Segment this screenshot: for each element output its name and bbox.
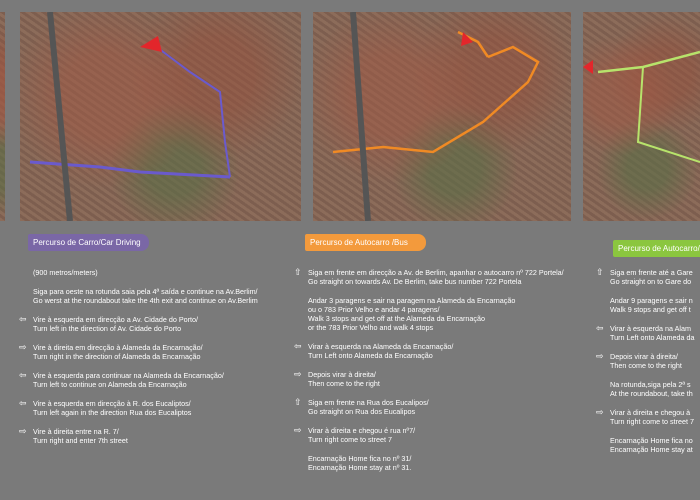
instruction-text: Virar à esquerda na Alam: [610, 324, 691, 333]
instruction-line: [610, 296, 694, 314]
instruction-line: [596, 323, 695, 342]
instruction-text: Turn left in the direction of Av. Cidade do Porto: [33, 324, 182, 333]
bus-route-overlay: [313, 12, 571, 221]
bus2-route-overlay: [583, 12, 700, 221]
instruction-line: [294, 397, 564, 416]
instruction-line: [19, 370, 258, 389]
instruction-text: Walk 3 stops and get off at the Alameda da Encarnação: [308, 314, 486, 323]
instruction-line: [19, 314, 258, 333]
instruction-text: Turn right come to street 7: [610, 417, 695, 426]
start-marker-icon: [583, 60, 593, 74]
instruction-text: Then come to the right: [610, 361, 682, 370]
instruction-text: Virar à esquerda na Alameda da Encarnação/: [308, 342, 454, 351]
instruction-text: Go straight on Rua dos Eucalipos: [308, 407, 416, 416]
instruction-text: (900 metros/meters): [33, 268, 98, 277]
instruction-line: [610, 436, 694, 454]
arrow-left-icon: ⇦: [19, 398, 27, 408]
instruction-line: [596, 267, 694, 286]
instruction-text: At the roundabout, take th: [610, 389, 693, 398]
car-instructions: [19, 268, 258, 455]
arrow-left-icon: ⇦: [19, 314, 27, 324]
instruction-text: Encarnação Home fica no nº 31/: [308, 454, 412, 463]
arrow-up-icon: ⇧: [294, 397, 302, 407]
instruction-line: [19, 342, 258, 361]
instruction-line: [294, 369, 564, 388]
instruction-text: Turn Left onto Alameda da Encarnação: [308, 351, 433, 360]
bus2-instructions: [596, 267, 695, 464]
start-marker-icon: [140, 36, 162, 52]
instruction-line: [33, 287, 258, 305]
instruction-line: [308, 296, 564, 332]
map-bus-route: [313, 12, 571, 221]
bus-instructions: [294, 267, 564, 482]
instruction-line: [294, 341, 564, 360]
instruction-text: Encarnação Home stay at nº 31.: [308, 463, 412, 472]
instruction-text: Siga em frente em direcção a Av. de Berlim, apanhar o autocarro nº 722 Portela/: [308, 268, 564, 277]
arrow-right-icon: ⇨: [294, 369, 302, 379]
instruction-text: Encarnação Home fica no: [610, 436, 693, 445]
instruction-text: Andar 3 paragens e sair na paragem na Alameda da Encarnação: [308, 296, 516, 305]
car-route-tag: Percurso de Carro/Car Driving: [28, 234, 149, 251]
instruction-text: Siga em frente até a Gare: [610, 268, 693, 277]
instruction-text: Vire à direita em direcção à Alameda da Encarnação/: [33, 343, 203, 352]
instruction-text: Turn right come to street 7: [308, 435, 393, 444]
arrow-up-icon: ⇧: [596, 267, 604, 277]
bus-route-tag: Percurso de Autocarro /Bus: [305, 234, 426, 251]
instruction-line: [19, 426, 258, 445]
instruction-text: Siga em frente na Rua dos Eucalipos/: [308, 398, 429, 407]
arrow-right-icon: ⇨: [294, 425, 302, 435]
arrow-right-icon: ⇨: [19, 342, 27, 352]
instruction-line: [596, 351, 694, 370]
arrow-left-icon: ⇦: [294, 341, 302, 351]
instruction-line: [294, 267, 564, 286]
instruction-line: [610, 380, 694, 398]
instruction-text: Andar 9 paragens e sair n: [610, 296, 693, 305]
instruction-line: [294, 425, 564, 444]
instruction-text: Vire à esquerda em direcção à R. dos Eucaliptos/: [33, 399, 191, 408]
instruction-line: [308, 454, 564, 472]
instruction-text: Go straight on towards Av. De Berlim, take bus number 722 Portela: [308, 277, 522, 286]
map-left-partial: [0, 12, 5, 221]
instruction-text: Turn right and enter 7th street: [33, 436, 128, 445]
instruction-text: Turn right in the direction of Alameda da Encarnação: [33, 352, 201, 361]
instruction-text: Vire à esquerda para continuar na Alameda da Encarnação/: [33, 371, 224, 380]
instruction-text: Virar à direita e chegou à: [610, 408, 691, 417]
car-route-overlay: [20, 12, 301, 221]
instruction-line: [19, 398, 258, 417]
bus2-route-tag: Percurso de Autocarro/: [613, 240, 700, 257]
instruction-text: Turn Left onto Alameda da: [610, 333, 695, 342]
arrow-right-icon: ⇨: [596, 351, 604, 361]
instruction-text: Na rotunda,siga pela 2ª s: [610, 380, 691, 389]
instruction-text: Go werst at the roundabout take the 4th exit and continue on Av.Berlim: [33, 296, 258, 305]
instruction-text: Then come to the right: [308, 379, 380, 388]
instruction-text: or the 783 Prior Velho and walk 4 stops: [308, 323, 434, 332]
instruction-line: [596, 407, 695, 426]
map-car-route: [20, 12, 301, 221]
arrow-left-icon: ⇦: [19, 370, 27, 380]
instruction-text: Vire à esquerda em direcção a Av. Cidade do Porto/: [33, 315, 199, 324]
instruction-text: Encarnação Home stay at: [610, 445, 693, 454]
arrow-up-icon: ⇧: [294, 267, 302, 277]
instruction-text: Siga para oeste na rotunda saia pela 4ª saída e continue na Av.Berlim/: [33, 287, 258, 296]
arrow-right-icon: ⇨: [596, 407, 604, 417]
arrow-left-icon: ⇦: [596, 323, 604, 333]
instruction-text: Turn left again in the direction Rua dos Eucaliptos: [33, 408, 192, 417]
instruction-text: Turn left to continue on Alameda da Encarnação: [33, 380, 187, 389]
instruction-text: Go straight on to Gare do: [610, 277, 692, 286]
instruction-text: Vire à direita entre na R. 7/: [33, 427, 119, 436]
instruction-text: Depois virar à direita/: [308, 370, 376, 379]
instruction-text: ou o 783 Prior Velho e andar 4 paragens/: [308, 305, 440, 314]
instruction-text: Virar à direita e chegou é rua nº7/: [308, 426, 416, 435]
instruction-text: Depois virar à direita/: [610, 352, 678, 361]
map-bus2-route: [583, 12, 700, 221]
arrow-right-icon: ⇨: [19, 426, 27, 436]
instruction-text: Walk 9 stops and get off t: [610, 305, 691, 314]
instruction-line: [33, 268, 258, 277]
